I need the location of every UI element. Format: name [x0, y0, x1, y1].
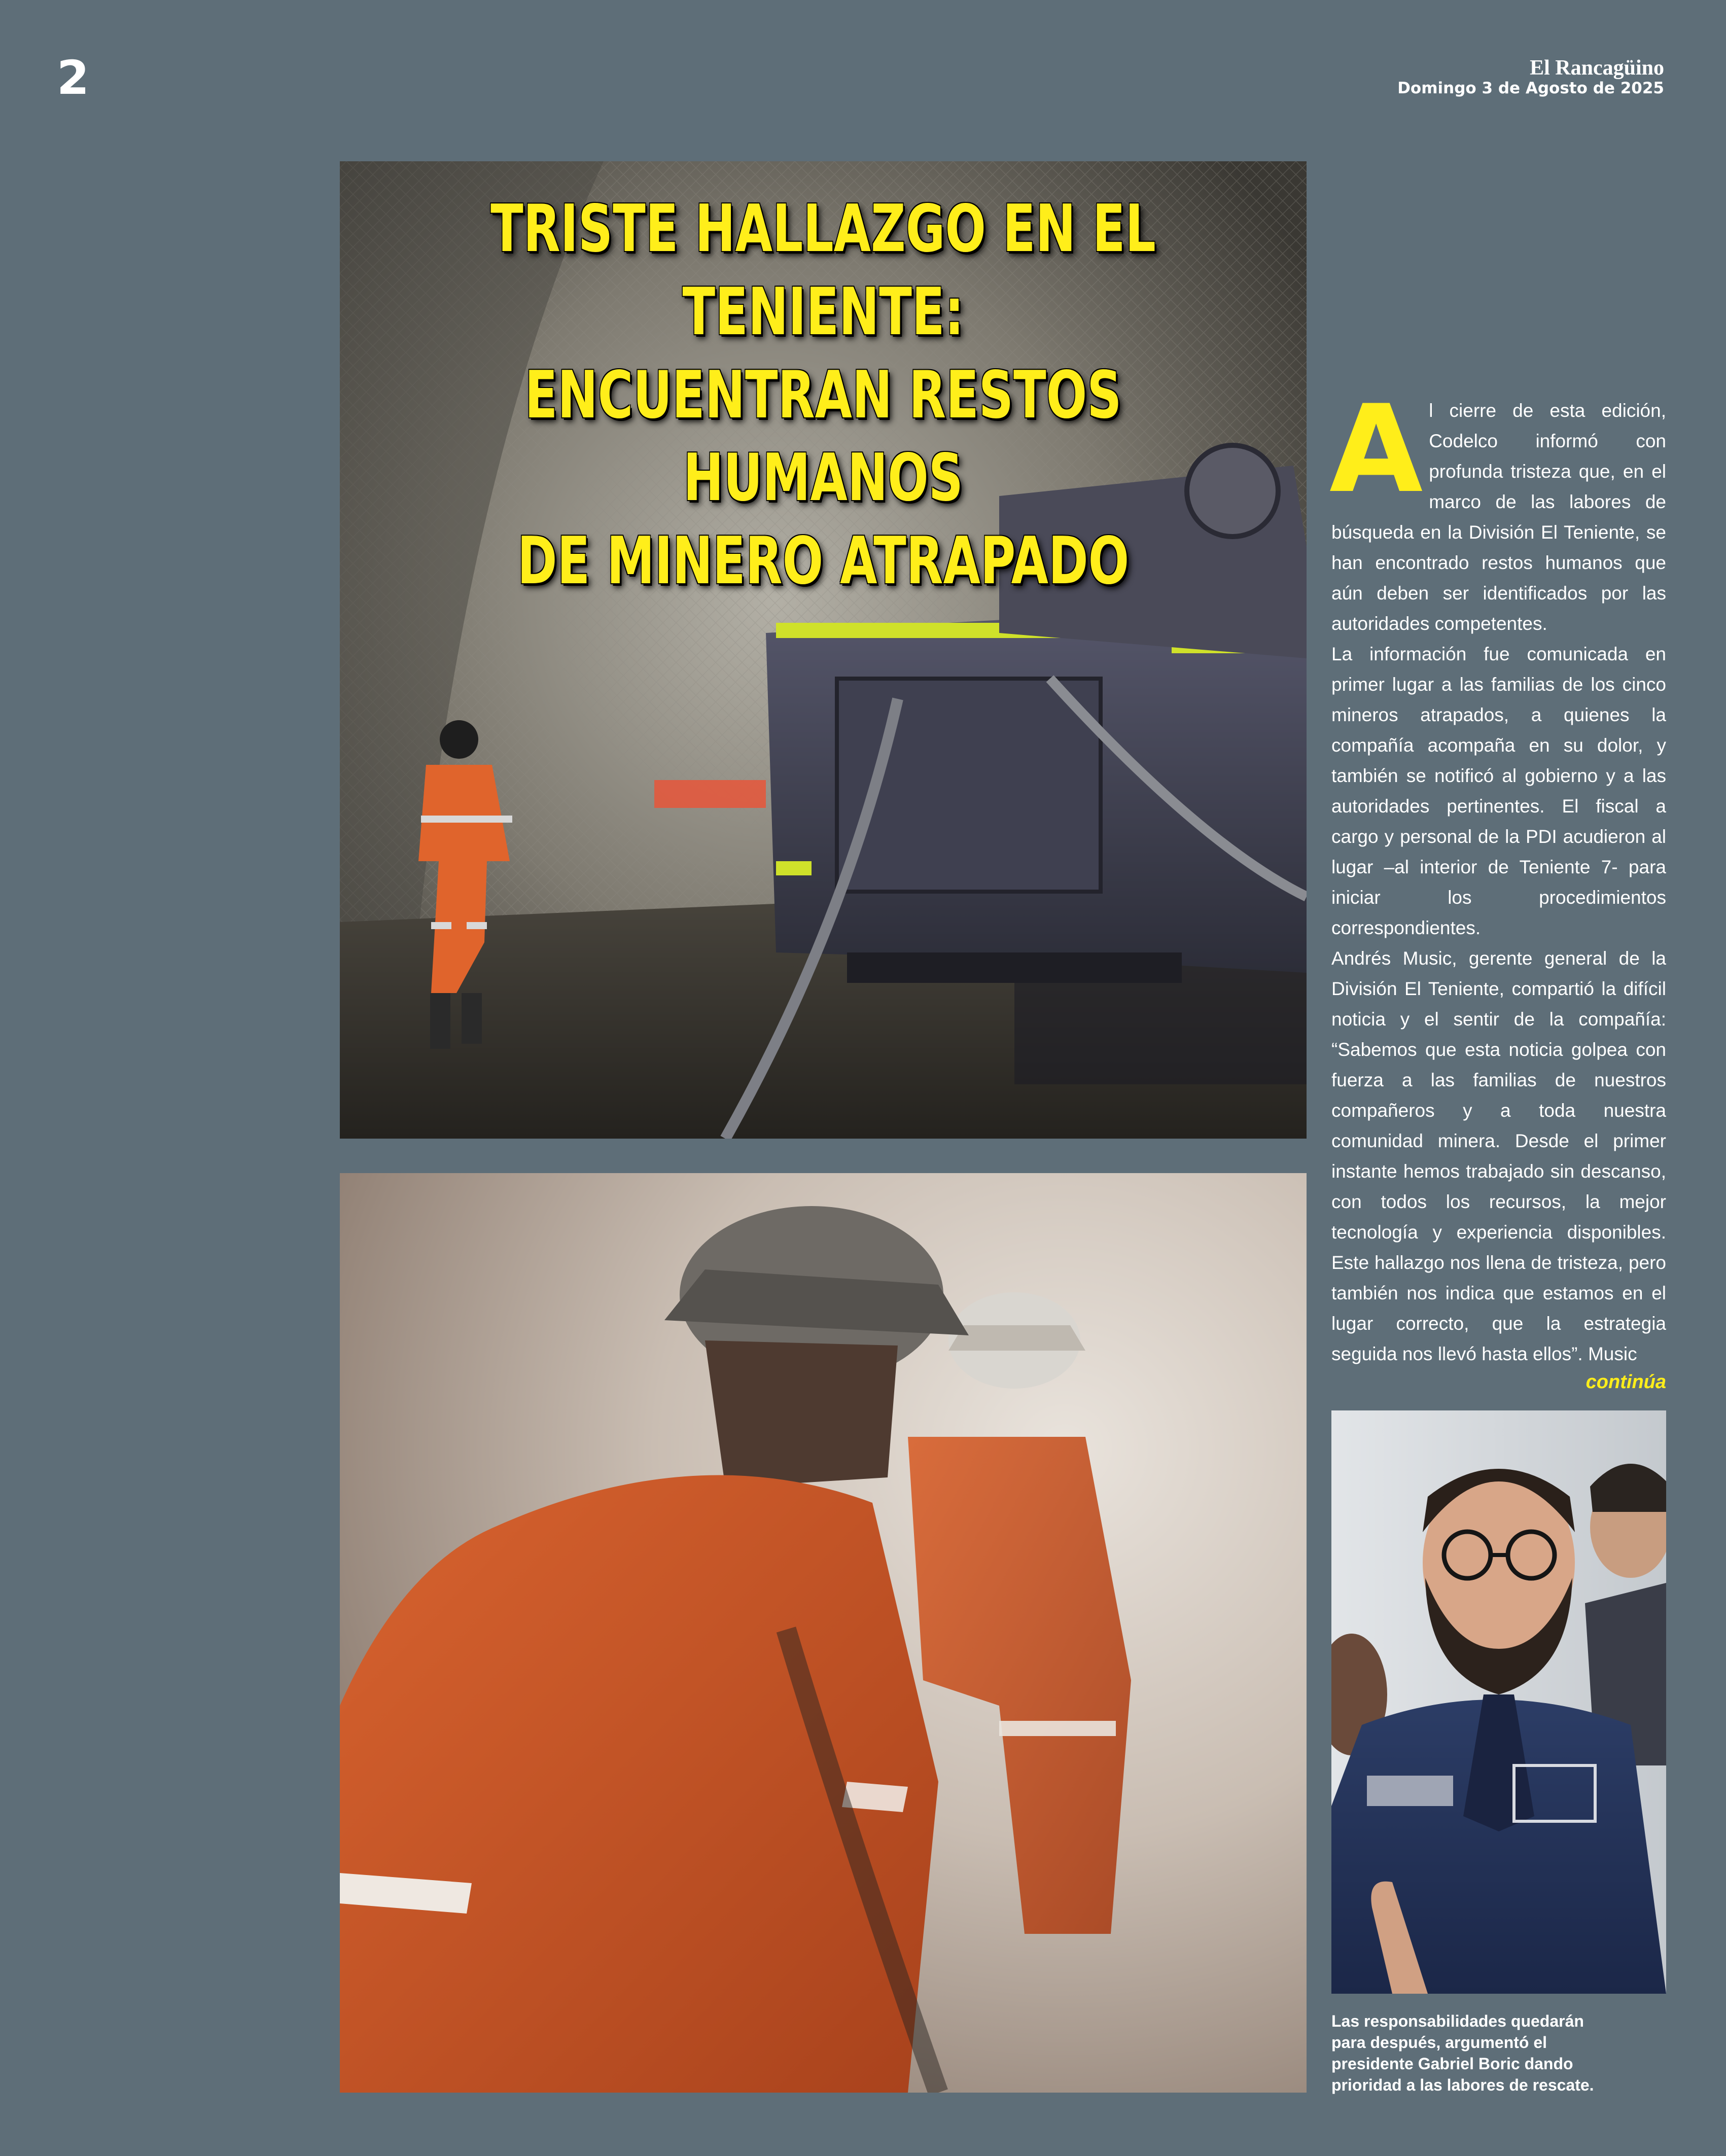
- article-body: [1329, 379, 1666, 1369]
- article-paragraph-1: l cierre de esta edición, Codelco informó con profunda tristeza que, en el marco de las labores de búsqueda en la División El Teniente, se han encontrado restos humanos que aún deben ser identificados por las autoridades competentes.: [1331, 400, 1666, 634]
- photo-caption: Las responsabilidades quedarán para después, argumentó el presidente Gabriel Boric dando prioridad a las labores de rescate.: [1331, 2012, 1594, 2094]
- rescuers-photo: [340, 1173, 1307, 2093]
- continues-label: continúa: [1586, 1371, 1666, 1393]
- headline-line-1: TRISTE HALLAZGO EN EL TENIENTE:: [490, 191, 1156, 350]
- article-paragraph-3: Andrés Music, gerente general de la División El Teniente, compartió la difícil noticia y el sentir de la compañía: “Sabemos que esta noticia golpea con fuerza a las familias de nuestros compañeros y a toda nuestra comunidad minera. Desde el primer instante hemos trabajado sin descanso, con todos los recursos, la mejor tecnología y experiencia disponibles. Este hallazgo nos llena de tristeza, pero también nos indica que estamos en el lugar correcto, que la estrategia seguida nos llevó hasta ellos”. Music: [1331, 948, 1666, 1364]
- headline-line-2: ENCUENTRAN RESTOS HUMANOS: [524, 357, 1122, 516]
- page-number: 2: [57, 51, 90, 105]
- drop-cap: A: [1329, 379, 1423, 520]
- article-paragraph-2: La información fue comunicada en primer lugar a las familias de los cinco mineros atrapados, a quienes la compañía acompaña en su dolor, y también se notificó al gobierno y a las autoridades pertinentes. El fiscal a cargo y personal de la PDI acudieron al lugar –al interior de Teniente 7- para iniciar los procedimientos correspondientes.: [1331, 644, 1666, 938]
- president-photo: [1331, 1410, 1666, 1994]
- publication-date: Domingo 3 de Agosto de 2025: [1397, 79, 1664, 98]
- headline: [466, 188, 1181, 603]
- headline-line-3: DE MINERO ATRAPADO: [517, 523, 1130, 599]
- tunnel-photo: [340, 161, 1307, 1139]
- president-photo-illustration: [1331, 1410, 1666, 1994]
- publication-name: El Rancagüino: [1530, 56, 1664, 80]
- rescuers-photo-illustration: [340, 1173, 1307, 2093]
- masthead: [1397, 57, 1664, 98]
